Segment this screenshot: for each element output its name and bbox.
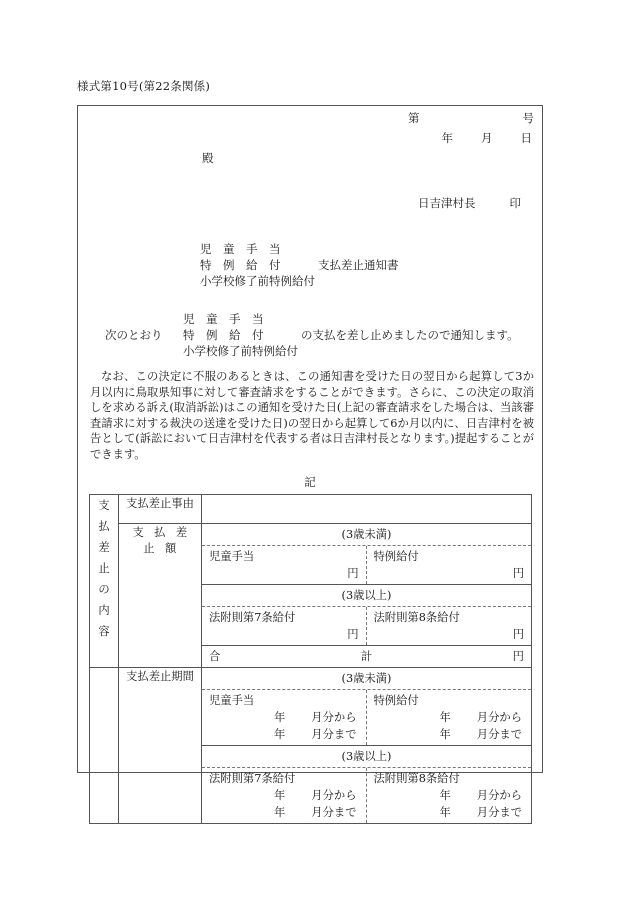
period-special-benefit-label: 特例給付 — [373, 694, 419, 707]
period-to-label-2: 月分まで — [476, 728, 522, 741]
statement-option-pre-elementary: 小学校修了前特例給付 — [183, 344, 298, 358]
period-to-label-4: 月分まで — [476, 806, 522, 819]
period-to-label-3: 月分まで — [311, 806, 357, 819]
vertical-label-char-4: 止 — [98, 562, 110, 575]
title-option-child-allowance: 児 童 手 当 — [200, 242, 281, 256]
document-number-block — [408, 110, 534, 146]
reason-label-cell: 支払差止事由 — [119, 495, 202, 524]
period-year-label-5: 年 — [273, 789, 286, 802]
period-from-label-1: 月分から — [311, 711, 357, 724]
period-under3-pair — [202, 690, 531, 745]
vertical-label-char-2: 払 — [98, 520, 110, 533]
period-age-under3-band: (3歳未満) — [202, 668, 531, 690]
period-article7-from — [209, 787, 359, 803]
document-number-unit: 号 — [522, 111, 534, 125]
amount-article8-unit: 円 — [512, 628, 524, 641]
issuer-seal-mark: 印 — [509, 196, 521, 210]
payment-suspension-table — [89, 494, 532, 824]
period-special-benefit-to — [374, 726, 525, 742]
table-row-period — [90, 668, 532, 824]
statement-suffix: の支払を差し止めましたので通知します。 — [301, 328, 519, 342]
title-option-pre-elementary: 小学校修了前特例給付 — [200, 274, 315, 288]
period-year-label-8: 年 — [439, 806, 451, 819]
period-from-label-3: 月分から — [311, 789, 357, 802]
period-article8-block[interactable] — [367, 768, 532, 823]
period-to-label-1: 月分まで — [311, 728, 357, 741]
document-title-suffix: 支払差止通知書 — [318, 258, 399, 272]
period-age-over3-band: (3歳以上) — [202, 745, 531, 768]
issuer-block — [418, 195, 521, 211]
period-article7-to — [209, 804, 359, 820]
appeal-instructions-paragraph: なお、この決定に不服のあるときは、この通知書を受けた日の翌日から起算して3か月以内に鳥取県知事に対して審査請求をすることができます。さらに、この決定の取消しを求める訴え(取消訴訟)はこの通知を受けた日(上記の審査請求をした場合は、当該審査請求に対する裁決の送達を受けた日)の翌日から起算して6か月以内に、日吉津村を被告として(訴訟において日吉津村を代表する者は日吉津村長となります。)提起することができます。 — [90, 370, 534, 461]
date-month-label: 月 — [481, 131, 493, 145]
statement-prefix: 次のとおり — [105, 328, 163, 342]
vertical-label-char-7: 容 — [98, 625, 110, 638]
statement-block — [105, 311, 519, 359]
period-year-label-3: 年 — [439, 711, 451, 724]
form-number-label: 様式第10号(第22条関係) — [77, 79, 211, 93]
period-year-label-2: 年 — [273, 728, 286, 741]
amount-special-benefit-label: 特例給付 — [373, 550, 419, 563]
period-value-cell — [202, 668, 532, 824]
period-year-label-1: 年 — [273, 711, 286, 724]
issuer-name: 日吉津村長 — [418, 196, 476, 210]
vertical-label-cell-spacer — [90, 668, 119, 824]
amount-article7-block[interactable] — [202, 607, 367, 645]
vertical-label-char-6: 内 — [98, 604, 110, 617]
amount-child-allowance-label: 児童手当 — [209, 550, 255, 563]
vertical-label-char-5: の — [98, 583, 110, 596]
statement-option-special-benefit: 特 例 給 付 — [183, 328, 264, 342]
table-row-reason — [90, 495, 532, 524]
period-from-label-4: 月分から — [476, 789, 522, 802]
document-inner — [78, 106, 542, 819]
period-label-cell: 支払差止期間 — [119, 668, 202, 824]
period-child-allowance-from — [209, 709, 359, 725]
period-year-label-4: 年 — [439, 728, 451, 741]
period-child-allowance-label: 児童手当 — [209, 694, 255, 707]
amount-article8-block[interactable] — [367, 607, 532, 645]
amount-special-benefit-unit: 円 — [512, 567, 524, 580]
date-day-label: 日 — [520, 131, 532, 145]
title-option-row-1 — [200, 241, 399, 257]
amount-article7-label: 法附則第7条給付 — [209, 611, 296, 624]
amount-age-over3-band: (3歳以上) — [202, 584, 531, 607]
amount-label-text: 支 払 差 止 額 — [132, 526, 191, 555]
addressee-honorific: 殿 — [202, 151, 214, 165]
amount-under3-pair — [202, 546, 531, 584]
amount-child-allowance-unit: 円 — [347, 567, 359, 580]
period-year-label-7: 年 — [439, 789, 451, 802]
statement-option-child-allowance: 児 童 手 当 — [183, 312, 264, 326]
total-currency-unit: 円 — [512, 650, 524, 663]
period-article7-block[interactable] — [202, 768, 367, 823]
period-over3-pair — [202, 768, 531, 823]
period-child-allowance-block[interactable] — [202, 690, 367, 745]
vertical-label-char-1: 支 — [98, 499, 110, 512]
amount-child-allowance-block[interactable] — [202, 546, 367, 584]
amount-article7-unit: 円 — [347, 628, 359, 641]
statement-row-3 — [105, 343, 519, 359]
period-special-benefit-from — [374, 709, 525, 725]
total-label-left: 合 — [209, 650, 221, 663]
statement-row-1 — [105, 311, 519, 327]
title-option-special-benefit: 特 例 給 付 — [200, 258, 281, 272]
period-article8-from — [374, 787, 525, 803]
period-year-label-6: 年 — [273, 806, 286, 819]
period-article7-label: 法附則第7条給付 — [209, 772, 296, 785]
ki-marker: 記 — [304, 475, 316, 489]
reason-value-cell[interactable] — [202, 495, 532, 524]
period-article8-to — [374, 804, 525, 820]
vertical-label-cell — [90, 495, 119, 668]
amount-total-row[interactable] — [202, 645, 531, 667]
period-from-label-2: 月分から — [476, 711, 522, 724]
period-special-benefit-block[interactable] — [367, 690, 532, 745]
amount-value-cell — [202, 524, 532, 668]
title-option-row-3 — [200, 273, 399, 289]
statement-row-2 — [105, 327, 519, 343]
document-number-prefix: 第 — [408, 111, 420, 125]
amount-over3-pair — [202, 607, 531, 645]
period-article8-label: 法附則第8条給付 — [373, 772, 460, 785]
amount-label-cell — [119, 524, 202, 668]
period-child-allowance-to — [209, 726, 359, 742]
document-title-block — [200, 241, 399, 289]
document-frame — [77, 105, 543, 819]
title-option-row-2 — [200, 257, 399, 273]
amount-article8-label: 法附則第8条給付 — [373, 611, 460, 624]
total-label-right: 計 — [360, 650, 373, 663]
amount-special-benefit-block[interactable] — [367, 546, 532, 584]
vertical-label-char-3: 差 — [98, 541, 110, 554]
table-row-amount — [90, 524, 532, 668]
date-year-label: 年 — [441, 131, 453, 145]
amount-age-under3-band: (3歳未満) — [202, 524, 531, 546]
